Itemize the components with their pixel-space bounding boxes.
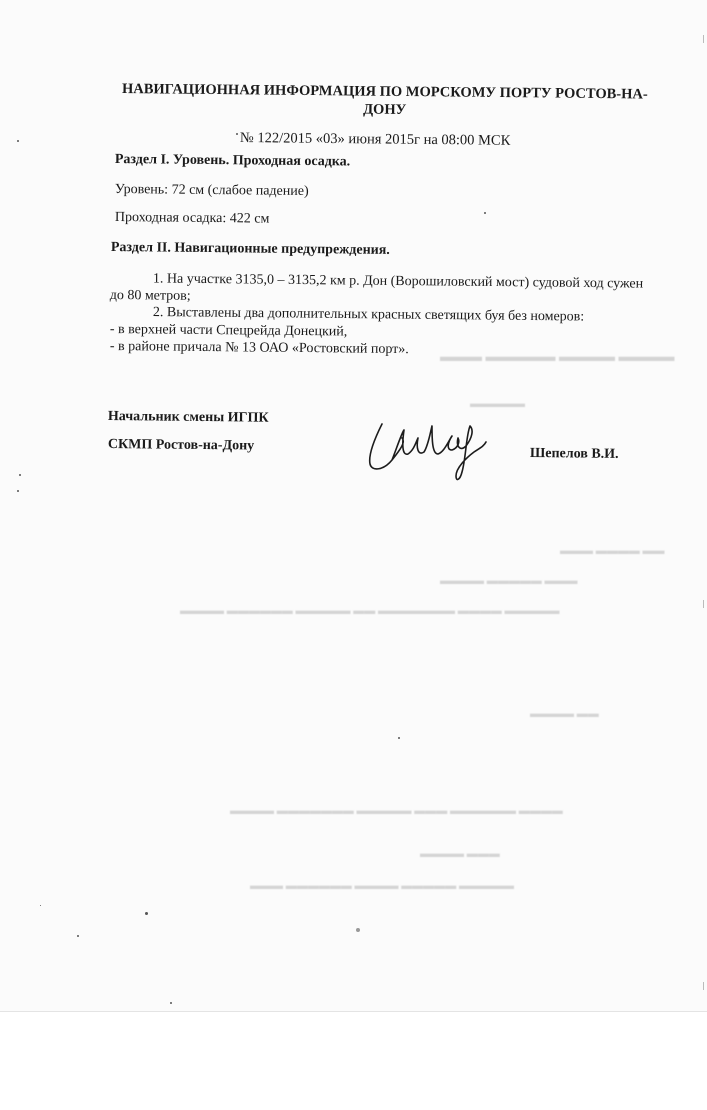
- bleed-through: ▬▬▬▬ ▬▬▬▬▬ ▬▬▬: [440, 575, 578, 587]
- bleed-through: ▬▬▬ ▬▬▬▬▬ ▬▬▬▬ ▬▬▬▬: [440, 350, 675, 365]
- water-level: Уровень: 72 см (слабое падение): [114, 182, 309, 200]
- warning-item-2: 2. Выставлены два дополнительных красных светящих буя без номеров:: [152, 305, 585, 325]
- signer-name: Шепелов В.И.: [529, 446, 619, 462]
- bleed-through: ▬▬▬▬ ▬▬▬: [420, 848, 500, 860]
- scan-speck: [398, 737, 400, 739]
- scan-speck: [236, 133, 238, 135]
- warning-item-1: 1. На участке 3135,0 – 3135,2 км р. Дон (Ворошиловский мост) судовой ход сужен до 80 метров;: [109, 271, 644, 304]
- signer-position-line-2: СКМП Ростов-на-Дону: [107, 437, 255, 454]
- bleed-through: ▬▬▬ ▬▬▬▬ ▬▬: [560, 545, 665, 557]
- scan-speck: [145, 912, 148, 915]
- scan-speck: [77, 935, 79, 937]
- margin-mark: [703, 982, 704, 990]
- section-2-heading: Раздел II. Навигационные предупреждения.: [110, 240, 390, 258]
- passage-draft: Проходная осадка: 422 см: [114, 210, 270, 227]
- bleed-through: ▬▬▬▬▬: [470, 398, 525, 410]
- scan-speck: [484, 212, 486, 214]
- buoy-location-2: - в районе причала № 13 ОАО «Ростовский порт».: [109, 339, 409, 358]
- section-1-heading: Раздел I. Уровень. Проходная осадка.: [114, 152, 351, 170]
- scan-speck: [356, 928, 360, 932]
- margin-mark: [703, 35, 704, 43]
- bleed-through: ▬▬▬▬ ▬▬▬▬▬▬▬ ▬▬▬▬▬ ▬▬▬ ▬▬▬▬▬▬ ▬▬▬▬: [230, 805, 563, 817]
- sheet-bottom-edge: [0, 1011, 707, 1012]
- handwritten-signature: [362, 402, 490, 488]
- scan-speck: [17, 490, 19, 492]
- scan-speck: [170, 1002, 172, 1004]
- scan-speck: [19, 474, 21, 476]
- scan-speck: [17, 140, 19, 142]
- bleed-through: ▬▬▬▬ ▬▬▬▬▬▬ ▬▬▬▬▬ ▬▬ ▬▬▬▬▬▬▬ ▬▬▬▬ ▬▬▬▬▬: [180, 605, 560, 617]
- document-title: НАВИГАЦИОННАЯ ИНФОРМАЦИЯ ПО МОРСКОМУ ПОРТУ РОСТОВ-НА-ДОНУ: [121, 81, 648, 118]
- signer-position-line-1: Начальник смены ИГПК: [107, 409, 269, 426]
- scan-speck: [40, 905, 41, 906]
- bleed-through: ▬▬▬ ▬▬▬▬▬▬ ▬▬▬▬ ▬▬▬▬▬ ▬▬▬▬▬: [250, 880, 514, 892]
- margin-mark: [703, 600, 704, 608]
- bleed-through: ▬▬▬▬ ▬▬: [530, 708, 599, 720]
- buoy-location-1: - в верхней части Спецрейда Донецкий,: [109, 322, 348, 340]
- bulletin-number-date: № 122/2015 «03» июня 2015г на 08:00 МСК: [239, 130, 511, 149]
